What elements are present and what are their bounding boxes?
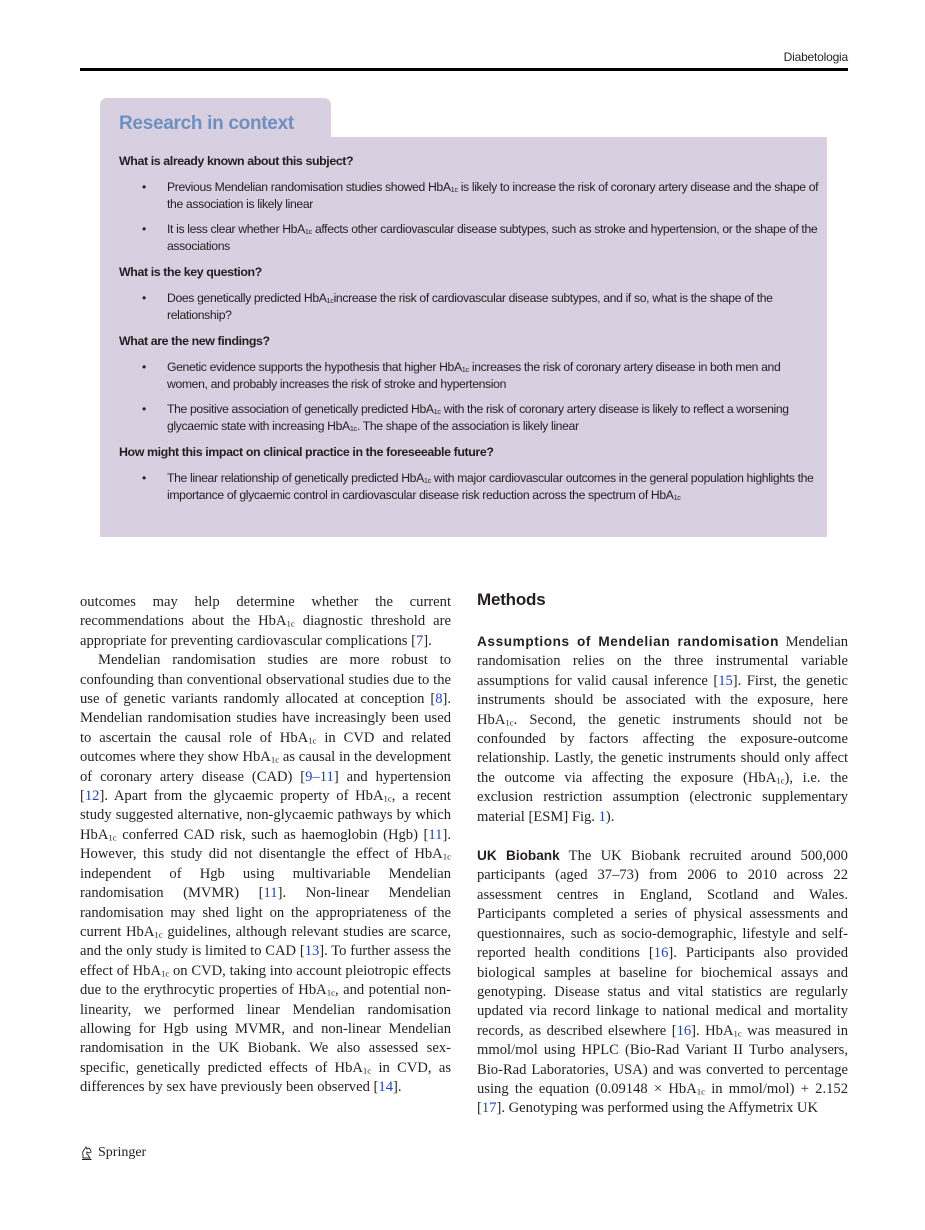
bullet-dot-icon: • <box>142 222 146 236</box>
ric-bullet: • The positive association of genetically predicted HbA$_{1c}$ with the risk of coronary artery disease is likely to reflect a worsening glycaemic state with increasing HbA$_{1c}$. The shape of the association is likely linear <box>142 402 789 433</box>
bullet-dot-icon: • <box>142 471 146 485</box>
figure-link[interactable]: 1 <box>598 808 606 825</box>
citation-link[interactable]: 17 <box>481 1100 497 1117</box>
bullet-dot-icon: • <box>142 291 146 305</box>
research-in-context-content <box>119 153 819 512</box>
paragraph: Mendelian randomisation studies are more robust to confounding than conventional observational studies due to the use of genetic variants randomly allocated at conception [8]. Mendelian randomisation studies have increasingly been used to ascertain the causal role of HbA$_{1c}$ in CVD and related outcomes where they show HbA$_{1c}$ as causal in the development of coronary artery disease (CAD) [9–11] and hypertension [12]. Apart from the glycaemic property of HbA$_{1c}$, a recent study suggested alternative, non-glycaemic pathways by which HbA$_{1c}$ conferred CAD risk, such as haemoglobin (Hgb) [11]. However, this study did not disentangle the effect of HbA$_{1c}$ independent of Hgb using multivariable Mendelian randomisation (MVMR) [11]. Non-linear Mendelian randomisation may shed light on the appropriateness of the current HbA$_{1c}$ guidelines, although relevant studies are scarce, and the only study is limited to CAD [13]. To further assess the effect of HbA$_{1c}$ on CVD, taking into account pleiotropic effects due to the erythrocytic properties of HbA$_{1c}$, and potential non-linearity, we performed linear Mendelian randomisation allowing for Hgb using MVMR, and non-linear Mendelian randomisation in the UK Biobank. We also assessed sex-specific, genetically predicted effects of HbA$_{1c}$ in CVD, as differences by sex have previously been observed [14]. <box>80 652 452 1096</box>
publisher-name: Springer <box>98 1145 147 1160</box>
run-in-heading: UK Biobank <box>477 848 560 864</box>
bullet-dot-icon: • <box>142 402 146 416</box>
journal-running-head: Diabetologia <box>783 50 848 64</box>
header-rule <box>80 68 848 71</box>
bullet-dot-icon: • <box>142 360 146 374</box>
ric-bullet: • Previous Mendelian randomisation studies showed HbA$_{1c}$ is likely to increase the risk of coronary artery disease and the shape of the association is likely linear <box>142 180 819 211</box>
ric-question-findings: What are the new findings? <box>119 334 270 348</box>
springer-knight-icon <box>80 1145 94 1161</box>
citation-link[interactable]: 13 <box>304 943 320 960</box>
citation-link[interactable]: 15 <box>718 672 733 689</box>
run-in-heading: Assumptions of Mendelian randomisation <box>477 634 779 649</box>
ric-question-known: What is already known about this subject? <box>119 154 354 168</box>
paragraph: outcomes may help determine whether the current recommendations about the HbA$_{1c}$ diagnostic threshold are appropriate for preventing cardiovascular complications [7]. <box>80 594 451 649</box>
ric-question-key: What is the key question? <box>119 265 262 279</box>
citation-link[interactable]: 16 <box>653 945 669 962</box>
citation-link[interactable]: 11 <box>263 885 278 902</box>
ric-bullet: • Does genetically predicted HbA$_{1c}$increase the risk of cardiovascular disease subtypes, and if so, what is the shape of the relationship? <box>142 291 773 322</box>
ric-question-impact: How might this impact on clinical practice in the foreseeable future? <box>119 445 494 459</box>
ric-bullet: • It is less clear whether HbA$_{1c}$ affects other cardiovascular disease subtypes, such as stroke and hypertension, or the shape of the associations <box>142 222 818 253</box>
citation-link[interactable]: 9–11 <box>305 768 334 785</box>
section-title-methods: Methods <box>477 590 546 609</box>
citation-link[interactable]: 16 <box>676 1022 692 1039</box>
research-in-context-title: Research in context <box>119 113 294 134</box>
citation-link[interactable]: 7 <box>415 632 424 649</box>
citation-link[interactable]: 8 <box>435 691 443 708</box>
ric-bullet: • The linear relationship of genetically predicted HbA$_{1c}$ with major cardiovascular outcomes in the general population highlights the importance of glycaemic control in cardiovascular disease risk reduction across the spectrum of HbA$_{1c}$ <box>142 471 814 502</box>
citation-link[interactable]: 12 <box>84 788 100 805</box>
paragraph-ukbiobank: UK Biobank The UK Biobank recruited around 500,000 participants (aged 37–73) from 2006 to 2010 across 22 assessment centres in England, Scotland and Wales. Participants completed a series of physical assessments and questionnaires, such as socio-demographic, lifestyle and self-reported health conditions [16]. Participants also provided biological samples at baseline for biochemical assays and genotyping. Disease status and vital statistics are regularly updated via record linkage to national medical and mortality records, as described elsewhere [16]. HbA$_{1c}$ was measured in mmol/mol using HPLC (Bio-Rad Variant II Turbo analysers, Bio-Rad Laboratories, USA) and was converted to percentage using the equation (0.09148 × HbA$_{1c}$ in mmol/mol) + 2.152 [17]. Genotyping was performed using the Affymetrix UK <box>477 848 848 1117</box>
left-column <box>80 593 451 1098</box>
paragraph-assumptions: Assumptions of Mendelian randomisation Mendelian randomisation relies on the three instrumental variable assumptions for valid causal inference [15]. First, the genetic instruments should be associated with the exposure, here HbA$_{1c}$. Second, the genetic instruments should not be confounded by factors affecting the exposure-outcome relationship. Lastly, the genetic instruments should only affect the outcome via affecting the exposure (HbA$_{1c}$), i.e. the exclusion restriction assumption (electronic supplementary material [ESM] Fig. 1). <box>477 634 848 825</box>
bullet-dot-icon: • <box>142 180 146 194</box>
citation-link[interactable]: 11 <box>428 826 443 843</box>
publisher-footer <box>80 1145 146 1161</box>
right-column <box>477 590 848 1119</box>
citation-link[interactable]: 14 <box>378 1079 393 1096</box>
ric-bullet: • Genetic evidence supports the hypothesis that higher HbA$_{1c}$ increases the risk of coronary artery disease in both men and women, and probably increases the risk of stroke and hypertension <box>142 360 781 391</box>
